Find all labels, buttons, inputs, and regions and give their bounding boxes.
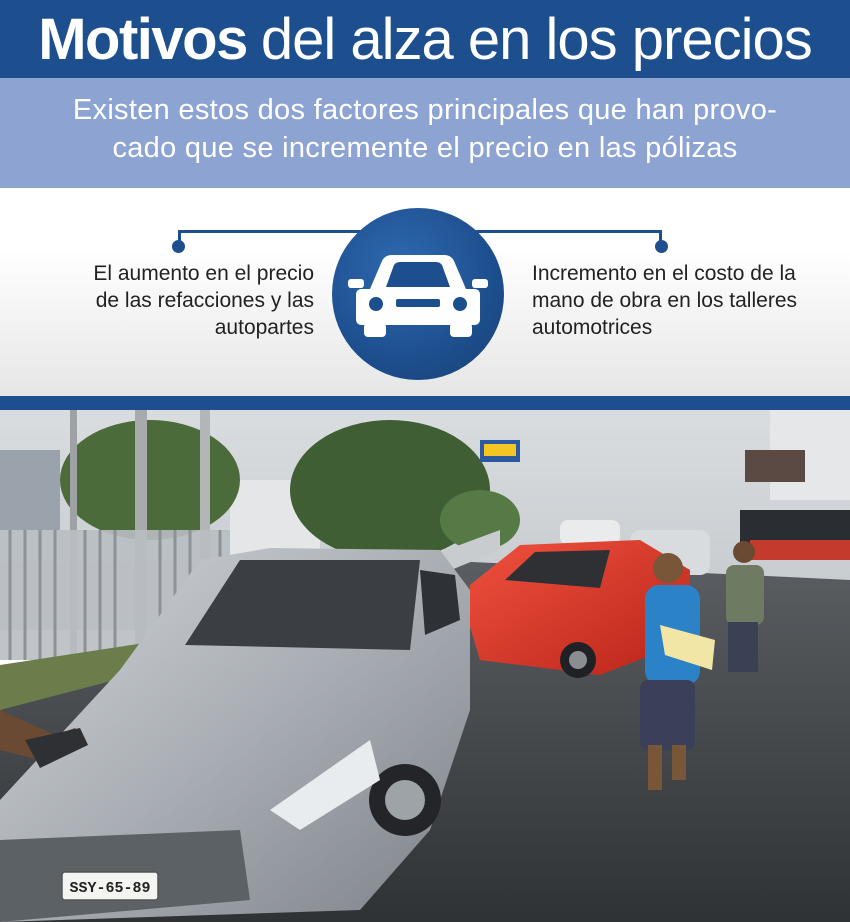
factor-left-text	[40, 260, 314, 341]
subtitle-banner	[0, 78, 850, 188]
factor-line: autopartes	[214, 316, 314, 339]
factor-line: Incremento en el costo de la	[532, 262, 796, 285]
car-icon-circle	[332, 208, 504, 380]
subtitle-line: Existen estos dos factores principales que han provo-	[72, 94, 778, 126]
car-icon	[348, 249, 488, 339]
factor-line: automotrices	[532, 316, 653, 339]
crash-scene	[0, 410, 850, 922]
license-plate: SSY-65-89	[69, 880, 151, 897]
factor-line: de las refacciones y las	[95, 289, 314, 312]
divider-bar	[0, 396, 850, 410]
connector-right	[470, 230, 662, 244]
factor-right-text	[532, 260, 832, 341]
factor-line: mano de obra en los talleres	[532, 289, 797, 312]
factors-panel	[0, 188, 850, 396]
connector-dot	[655, 240, 668, 253]
connector-dot	[172, 240, 185, 253]
title-bold: Motivos	[38, 6, 247, 72]
car-crash-photo	[0, 410, 850, 922]
title-rest: del alza en los precios	[260, 6, 812, 72]
factor-line: El aumento en el precio	[93, 262, 314, 285]
subtitle-line: cado que se incremente el precio en las pólizas	[112, 132, 738, 164]
title-banner	[0, 0, 850, 78]
